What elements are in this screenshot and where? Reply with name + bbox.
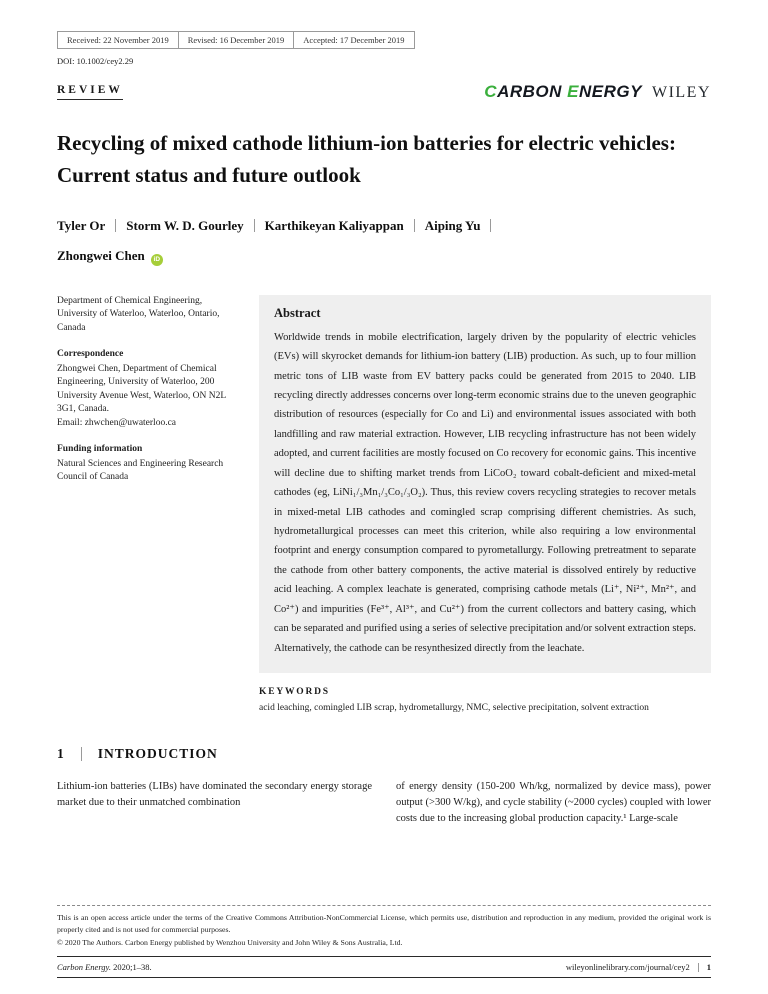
abstract-box <box>259 295 711 673</box>
abstract-heading: Abstract <box>274 305 321 320</box>
copyright-post: published by Wenzhou University and John Wiley & Sons Australia, Ltd. <box>172 938 403 947</box>
page-number: 1 <box>706 962 711 972</box>
keywords-heading: KEYWORDS <box>259 686 330 697</box>
energy-initial: E <box>567 82 579 101</box>
introduction-columns <box>57 779 711 828</box>
carbon-initial: C <box>484 82 498 101</box>
footer-bar <box>57 956 711 978</box>
correspondence-heading: Correspondence <box>57 349 124 360</box>
left-metadata-column <box>57 295 241 716</box>
revised-date: Revised: 16 December 2019 <box>178 32 294 48</box>
correspondence-email[interactable]: Email: zhwchen@uwaterloo.ca <box>57 417 177 428</box>
footer-right <box>566 962 711 972</box>
correspondence-section <box>57 348 241 430</box>
footer-divider <box>698 963 699 972</box>
received-date: Received: 22 November 2019 <box>67 35 169 45</box>
affiliation: Department of Chemical Engineering, University of Waterloo, Waterloo, Ontario, Canada <box>57 295 220 333</box>
introduction-section <box>57 746 711 828</box>
copyright-pre: © 2020 The Authors. <box>57 938 125 947</box>
accepted-date: Accepted: 17 December 2019 <box>293 32 413 48</box>
author-divider <box>490 219 491 232</box>
article-history-box <box>57 31 415 49</box>
author-divider <box>414 219 415 232</box>
copyright-journal: Carbon Energy <box>124 938 173 947</box>
journal-logos <box>484 82 711 102</box>
journal-url[interactable]: wileyonlinelibrary.com/journal/cey2 <box>565 962 690 972</box>
funding-section <box>57 443 241 484</box>
license-text: This is an open access article under the terms of the Creative Commons Attribution-NonCommercial License, which permits use, distribution and reproduction in any medium, provided the original work is properly cited and is not used for commercial purposes. <box>57 913 711 934</box>
page-title: Recycling of mixed cathode lithium-ion batteries for electric vehicles: Current status and future outlook <box>57 131 676 187</box>
copyright-text <box>57 938 711 947</box>
funding-heading: Funding information <box>57 444 143 455</box>
citation-journal: Carbon Energy. <box>57 962 111 972</box>
correspondence-body: Zhongwei Chen, Department of Chemical Engineering, University of Waterloo, 200 University Avenue West, Waterloo, ON N2L 3G1, Canada. <box>57 363 226 415</box>
license-block <box>57 905 711 947</box>
keywords-section <box>259 687 711 716</box>
orcid-icon[interactable]: iD <box>151 254 163 266</box>
author: Zhongwei Chen <box>57 247 145 263</box>
section-title: INTRODUCTION <box>97 745 218 761</box>
author: Karthikeyan Kaliyappan <box>264 218 404 233</box>
author-list <box>57 211 711 271</box>
keywords-body: acid leaching, comingled LIB scrap, hydrometallurgy, NMC, selective precipitation, solvent extraction <box>259 702 649 713</box>
header-columns <box>57 295 711 716</box>
author: Aiping Yu <box>424 218 481 233</box>
section-number: 1 <box>57 745 65 761</box>
section-divider <box>81 747 82 761</box>
citation-rest: 2020;1–38. <box>111 962 152 972</box>
abstract-column <box>259 295 711 716</box>
author: Tyler Or <box>57 218 106 233</box>
doi: DOI: 10.1002/cey2.29 <box>57 56 134 66</box>
intro-column-right: of energy density (150-200 Wh/kg, normalized by device mass), power output (>300 W/kg), and cycle stability (~2000 cycles) coupled with lower costs due to the increasing global production capacity.¹ Large-scale <box>396 780 711 825</box>
energy-rest: NERGY <box>579 82 642 101</box>
intro-column-left: Lithium-ion batteries (LIBs) have dominated the secondary energy storage market due to their unmatched combination <box>57 780 372 808</box>
page-footer <box>57 905 711 978</box>
wiley-logo: WILEY <box>651 84 711 101</box>
introduction-heading <box>57 746 711 762</box>
carbon-rest: ARBON <box>497 82 562 101</box>
abstract-body: Worldwide trends in mobile electrification, largely driven by the popularity of electric vehicles (EVs) will skyrocket demands for lithium-ion battery (LIB) production. As such, up to four million metric tons of LIB waste from EV battery packs could be generated from 2015 to 2040. LIB recycling directly addresses concerns over long-term economic strains due to the uneven geographic distribution of resources (especially for Co and Li) and environmental issues associated with both landfilling and raw material extraction. However, LIB recycling infrastructure has not been widely adopted, and current facilities are mostly focused on Co recovery for economic gains. This incentive will decline due to shifting market trends from LiCoO₂ toward cobalt-deficient and mixed-metal cathodes (eg, LiNi₁/₃Mn₁/₃Co₁/₃O₂). Thus, this review covers recycling strategies to recover metals in mixed-metal LIB cathodes and comingled scrap comprising different chemistries. As such, hydrometallurgical processes can meet this criterion, while also requiring a low environmental footprint and energy consumption compared to pyrometallurgy. Following pretreatment to separate the cathode from other battery components, the active material is dissolved entirely by reductive acid leaching. A complex leachate is generated, comprising cathode metals (Li⁺, Ni²⁺, Mn²⁺, and Co²⁺) and impurities (Fe³⁺, Al³⁺, and Cu²⁺) from the current collectors and battery casing, which can be separated and purified using a series of selective precipitation and/or solvent extraction steps. Alternatively, the cathode can be resynthesized directly from the leachate. <box>274 331 696 654</box>
citation <box>57 962 152 972</box>
funding-body: Natural Sciences and Engineering Research Council of Canada <box>57 458 224 483</box>
author: Storm W. D. Gourley <box>126 218 244 233</box>
author-divider <box>254 219 255 232</box>
author-divider <box>115 219 116 232</box>
masthead <box>57 82 711 102</box>
article-type-label: REVIEW <box>57 84 123 100</box>
carbon-energy-logo <box>484 82 642 102</box>
